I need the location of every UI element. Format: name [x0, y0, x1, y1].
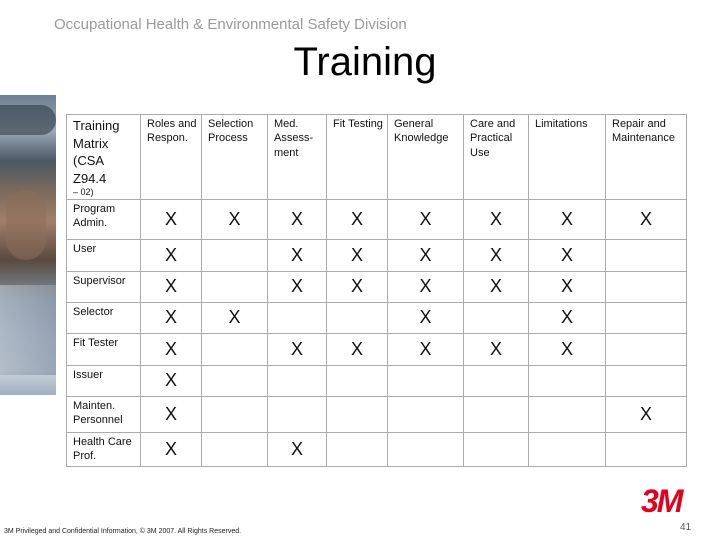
matrix-cell: X [327, 333, 388, 365]
matrix-cell: X [388, 271, 464, 302]
matrix-cell [388, 432, 464, 466]
matrix-cell: X [529, 199, 606, 239]
matrix-cell: X [268, 199, 327, 239]
matrix-cell [202, 432, 268, 466]
matrix-cell: X [141, 396, 202, 432]
matrix-cell: X [327, 199, 388, 239]
matrix-cell: X [268, 432, 327, 466]
matrix-cell [606, 333, 687, 365]
matrix-cell [268, 302, 327, 333]
matrix-cell [388, 396, 464, 432]
column-header: Selection Process [202, 115, 268, 200]
header-row [67, 115, 687, 200]
matrix-cell: X [464, 199, 529, 239]
matrix-cell: X [464, 239, 529, 271]
matrix-cell [529, 365, 606, 396]
row-label: Supervisor [67, 271, 141, 302]
matrix-cell [327, 302, 388, 333]
matrix-cell [327, 432, 388, 466]
matrix-cell [529, 396, 606, 432]
column-header: Limitations [529, 115, 606, 200]
matrix-cell: X [464, 271, 529, 302]
table-row [67, 302, 687, 333]
training-matrix-table [66, 114, 687, 467]
matrix-cell: X [141, 365, 202, 396]
3m-logo: 3M [641, 483, 682, 519]
column-header: Care and Practical Use [464, 115, 529, 200]
worker-face-image [6, 190, 46, 260]
matrix-cell [202, 396, 268, 432]
matrix-cell: X [327, 271, 388, 302]
matrix-cell: X [529, 302, 606, 333]
row-label: Fit Tester [67, 333, 141, 365]
matrix-cell [606, 302, 687, 333]
table-row [67, 333, 687, 365]
row-label: Selector [67, 302, 141, 333]
corner-line-1: Training [73, 118, 120, 133]
column-header: Med. Assess-ment [268, 115, 327, 200]
earmuff-image [0, 105, 56, 135]
matrix-cell [464, 432, 529, 466]
matrix-cell: X [268, 333, 327, 365]
matrix-cell: X [606, 396, 687, 432]
matrix-cell: X [141, 239, 202, 271]
matrix-cell: X [141, 271, 202, 302]
matrix-cell: X [268, 239, 327, 271]
matrix-cell [327, 396, 388, 432]
matrix-cell [464, 302, 529, 333]
matrix-cell: X [529, 333, 606, 365]
matrix-cell [268, 365, 327, 396]
matrix-cell: X [141, 199, 202, 239]
division-title: Occupational Health & Environmental Safety Division [54, 16, 407, 33]
matrix-cell [606, 271, 687, 302]
slide-title: Training [293, 40, 437, 84]
table-row [67, 199, 687, 239]
matrix-cell: X [529, 271, 606, 302]
matrix-cell: X [388, 199, 464, 239]
table-row [67, 271, 687, 302]
matrix-cell: X [388, 333, 464, 365]
row-label: User [67, 239, 141, 271]
matrix-cell: X [202, 199, 268, 239]
matrix-cell [202, 239, 268, 271]
matrix-cell [464, 365, 529, 396]
matrix-cell: X [327, 239, 388, 271]
row-label: Issuer [67, 365, 141, 396]
corner-line-4: – 02) [73, 187, 94, 198]
matrix-cell [606, 432, 687, 466]
confidentiality-notice: 3M Privileged and Confidential Information, © 3M 2007. All Rights Reserved. [4, 528, 242, 535]
matrix-cell [606, 365, 687, 396]
row-label: Program Admin. [67, 199, 141, 239]
matrix-corner-cell [67, 115, 141, 200]
matrix-cell: X [388, 239, 464, 271]
matrix-cell [606, 239, 687, 271]
matrix-cell [268, 396, 327, 432]
table-row [67, 239, 687, 271]
matrix-cell: X [529, 239, 606, 271]
matrix-cell: X [268, 271, 327, 302]
matrix-cell: X [141, 432, 202, 466]
column-header: Repair and Maintenance [606, 115, 687, 200]
table-row [67, 365, 687, 396]
matrix-cell: X [606, 199, 687, 239]
matrix-cell: X [141, 333, 202, 365]
matrix-cell [202, 365, 268, 396]
matrix-cell [388, 365, 464, 396]
matrix-cell [202, 271, 268, 302]
row-label: Mainten. Personnel [67, 396, 141, 432]
matrix-cell [327, 365, 388, 396]
matrix-cell: X [202, 302, 268, 333]
matrix-cell [464, 396, 529, 432]
page-number: 41 [680, 522, 692, 533]
matrix-cell: X [388, 302, 464, 333]
table-row [67, 396, 687, 432]
matrix-cell [529, 432, 606, 466]
matrix-cell: X [464, 333, 529, 365]
matrix-cell [202, 333, 268, 365]
decorative-photo-strip [0, 95, 56, 395]
table-row [67, 432, 687, 466]
column-header: Roles and Respon. [141, 115, 202, 200]
matrix-cell: X [141, 302, 202, 333]
column-header: General Knowledge [388, 115, 464, 200]
corner-line-3: (CSA Z94.4 [73, 153, 107, 186]
building-image [0, 285, 56, 375]
row-label: Health Care Prof. [67, 432, 141, 466]
column-header: Fit Testing [327, 115, 388, 200]
corner-line-2: Matrix [73, 135, 109, 151]
